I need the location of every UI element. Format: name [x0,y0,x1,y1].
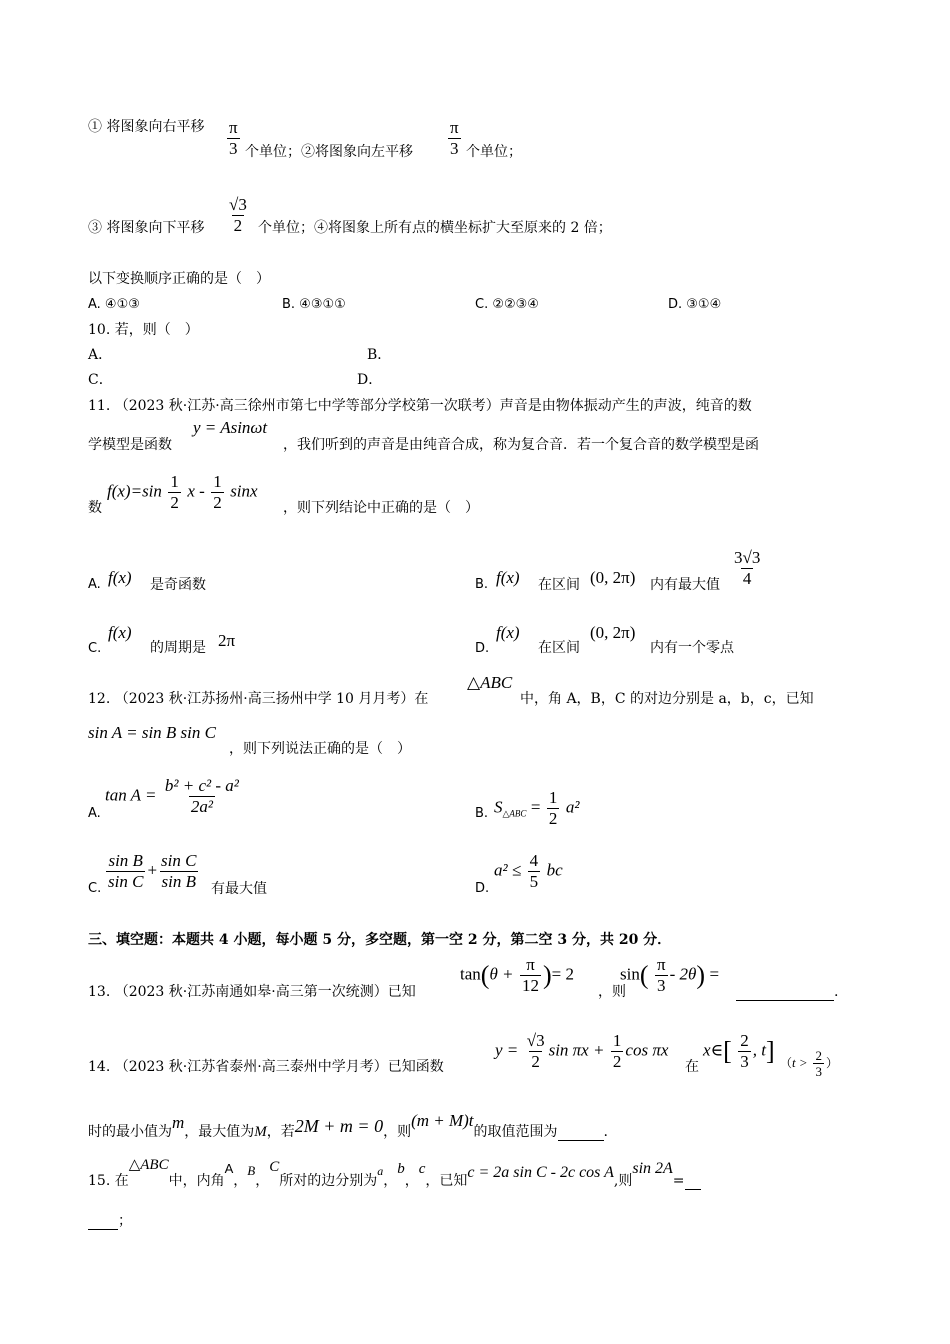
sin-pi-x: sin πx + [548,1040,605,1060]
then-text: ，则 [383,1124,412,1140]
frac-den: 5 [529,872,539,891]
open-paren: （ [780,1056,793,1070]
q11-option-b-text2: 内有最大值 [650,577,720,593]
q15-angles-text: 中，内角 [168,1173,225,1189]
q11-stem-line-2a: 学模型是函数 [88,437,172,453]
q11-option-c-value: 2π [218,631,236,650]
area-sub: △ABC [502,808,527,819]
q12-option-c-label: C. [88,881,102,896]
q12-stem-line-1b: 中，角 A，B，C 的对边分别是 a，b，c，已知 [520,691,814,707]
side-a: a [377,1164,384,1178]
q14-line-2 [88,1111,608,1141]
if-text: ，若 [266,1124,295,1140]
q9-frac-2 [446,118,463,159]
q11-stem-line-3b: ，则下列结论中正确的是（ ） [283,500,479,516]
sin: sin [620,964,640,984]
frac-num: √3 [229,195,247,214]
q9-option-a: A. ④①③ [88,297,140,312]
q12-option-b-label: B. [475,806,489,821]
frac-den: 2 [548,809,558,828]
q11-option-c-label: C. [88,641,102,656]
plus: + [147,860,158,880]
frac-den: 2 [531,1052,540,1071]
frac-den: 3 [815,1064,822,1079]
q10-option-b: B． [367,347,392,363]
frac-den: 3 [229,139,238,158]
lhs: a² ≤ [494,860,522,880]
frac-num: 3√3 [734,548,761,567]
t: , t [752,1040,766,1060]
q10-stem: 10. 若，则（ ） [88,322,199,338]
theta-plus: θ + [489,964,514,984]
frac-num: π [656,955,666,974]
q12-option-c-text: 有最大值 [211,881,267,897]
q9-frac-1 [225,118,242,159]
eq: = [530,797,541,817]
tan: tan [460,964,481,984]
min-m: m [172,1113,185,1132]
q15-eq: = [672,1173,685,1189]
frac-den: 3 [450,139,459,158]
frac-num: 1 [548,788,558,807]
frac-num: 1 [612,1031,622,1050]
frac-num: 1 [170,472,179,491]
close-paren: ） [825,1056,838,1070]
angle-a: A [224,1161,234,1176]
q15-triangle: △ABC [128,1157,169,1173]
q12-option-d-label: D. [475,881,490,896]
q12-option-a-label: A. [88,806,101,821]
q12-option-b-formula [494,788,579,829]
q9-step4-text: 个单位；④将图象上所有点的横坐标扩大至原来的 2 倍； [258,220,612,236]
q11-option-b-frac [730,548,764,589]
q11-option-a-text: 是奇函数 [150,577,206,593]
q14-domain: x∈[ $\frac{2}{3}$ , t] [703,1031,775,1071]
q12-condition: sin A = sin B sin C [88,723,216,742]
q12-triangle: △ABC [467,673,513,692]
q9-option-b: B. ④③①① [282,297,346,312]
f-of-x: f(x)=sin [107,481,162,501]
x-minus: x - [187,481,205,501]
frac-den: 2 [170,493,179,512]
q15-answer-blank-part1[interactable] [685,1175,701,1190]
q15-answer-blank-part2[interactable] [88,1215,118,1230]
angle-b: B [247,1163,256,1178]
eq: = [709,964,720,984]
tail: a² [565,797,580,817]
period: . [834,984,839,1000]
max-text: ，最大值为 [184,1124,255,1140]
q12-option-c-formula [104,851,200,892]
frac-num: √3 [526,1031,545,1050]
frac-den: 2 [612,1052,622,1071]
q11-stem-line-2b: ，我们听到的声音是由纯音合成，称为复合音．若一个复合音的数学模型是函 [283,437,759,453]
q15-sides-text: 所对的边分别为 [279,1173,378,1189]
q9-step-line-2 [88,219,204,237]
section-3-heading: 三、填空题：本题共 4 小题，每小题 5 分，多空题，第一空 2 分，第二空 3 分，共 20 分． [88,932,672,948]
q13-target: sin( $\frac{\pi}{3}$ - 2θ) = [620,955,720,995]
q11-stem-line-1: 11. （2023 秋·江苏·高三徐州市第七中学等部分学校第一次联考）声音是由物体振动产生的声波，纯音的数 [88,398,752,414]
q15-line-1: 15. 在△ABC中，内角A，B，C所对的边分别为a，b，c，已知c = 2a sin C - 2c cos A,则sin 2A= [88,1172,701,1190]
q11-option-d-label: D. [475,641,490,656]
q11-option-d-interval: (0, 2π) [590,623,636,642]
q15-stem: 15. 在 [88,1173,129,1189]
q14-zai: 在 [685,1059,699,1075]
tail: bc [546,860,563,880]
expr-m-plus-M-t: (m + M)t [411,1111,474,1130]
q12-option-a-formula [105,776,243,817]
frac-den: 3 [740,1052,749,1071]
area-s: S [494,797,503,817]
q15-formula: c = 2a sin C - 2c cos A [467,1164,614,1181]
cos-pi-x: cos πx [625,1040,669,1060]
q11-option-a-expr: f(x) [108,568,132,587]
condition-eq: 2M + m = 0 [294,1116,384,1136]
q12-stem-line-2: ，则下列说法正确的是（ ） [229,741,411,757]
q11-option-d-text2: 内有一个零点 [650,640,734,656]
q14-stem: 14. （2023 秋·江苏省泰州·高三泰州中学月考）已知函数 [88,1059,444,1075]
q9-step-line-1 [88,118,204,136]
range-text: 的取值范围为 [473,1124,558,1140]
q11-option-d-text1: 在区间 [538,640,580,656]
q9-step2-text: 个单位；②将图象向左平移 [245,144,413,160]
frac-den: sin C [108,872,144,891]
q11-option-a-label: A. [88,577,101,592]
q14-t-condition [780,1048,838,1079]
sin-x: sinx [230,481,258,501]
q11-pure-tone-formula: y = Asinωt [193,418,268,437]
q11-composite-formula [107,472,258,513]
q12-stem-line-1a: 12. （2023 秋·江苏扬州·高三扬州中学 10 月月考）在 [88,691,429,707]
frac-num: sin C [161,851,197,870]
q11-option-c-text: 的周期是 [150,640,206,656]
frac-den: 4 [742,569,752,588]
frac-num: 1 [213,472,222,491]
y-eq: y = [495,1040,519,1060]
q14-function [495,1031,668,1072]
side-c: c [418,1161,426,1177]
q11-option-b-interval: (0, 2π) [590,568,636,587]
q13-then: ，则 [598,984,626,1000]
x-in: x∈ [703,1040,724,1060]
max-M: M [254,1124,267,1140]
frac-den: 3 [657,976,666,995]
q13-stem: 13. （2023 秋·江苏南通如皋·高三第一次统测）已知 [88,984,416,1000]
frac-num: b² + c² - a² [164,776,239,795]
frac-den: 12 [521,976,539,995]
q10-option-c: C． [88,372,113,388]
t-gt: t > [792,1055,808,1070]
frac-den: 2 [233,216,243,235]
q11-stem-line-3a: 数 [88,500,102,516]
q9-option-c: C. ②②③④ [475,297,539,312]
frac-num: π [450,118,459,137]
sin-2a: sin 2A [632,1160,673,1177]
q15-given-text: ，已知 [425,1173,468,1189]
q11-option-b-label: B. [475,577,489,592]
q11-option-c-expr: f(x) [108,623,132,642]
q15-line-2 [88,1212,132,1230]
frac-num: π [229,118,238,137]
q9-option-d: D. ③①④ [668,297,722,312]
q14-answer-blank[interactable] [558,1126,604,1141]
q13-answer-blank[interactable] [736,983,838,1001]
q15-then-text: ,则 [613,1173,633,1189]
min-text: 时的最小值为 [88,1124,172,1140]
q10-option-d: D． [357,372,383,388]
frac-num: sin B [108,851,143,870]
q9-question: 以下变换顺序正确的是（ ） [88,271,270,287]
semicolon: ； [118,1213,132,1229]
frac-num: 2 [740,1031,749,1050]
frac-num: 2 [815,1048,822,1063]
q10-option-a: A． [88,347,113,363]
q13-given: tan(θ + $\frac{\pi}{12}$ )= 2 [460,955,574,995]
frac-den: sin B [161,872,196,891]
frac-den: 2 [213,493,222,512]
q9-step3-text: ③ 将图象向下平移 [88,220,205,236]
q12-option-d-formula [494,851,563,892]
side-b: b [397,1161,405,1177]
q9-step1-text: ① 将图象向右平移 [88,119,205,135]
q11-option-d-expr: f(x) [496,623,520,642]
angle-c: C [269,1159,280,1175]
lhs: tan A = [105,785,157,805]
q9-frac-3 [225,195,251,236]
q11-option-b-expr: f(x) [496,568,520,587]
period: . [603,1124,608,1140]
q9-step2-tail: 个单位； [466,144,522,160]
frac-den: 2a² [190,797,213,816]
minus-2theta: - 2θ [669,964,697,984]
frac-num: 4 [529,851,539,870]
frac-num: π [526,955,535,974]
eq-two: = 2 [551,964,574,984]
q11-option-b-text1: 在区间 [538,577,580,593]
